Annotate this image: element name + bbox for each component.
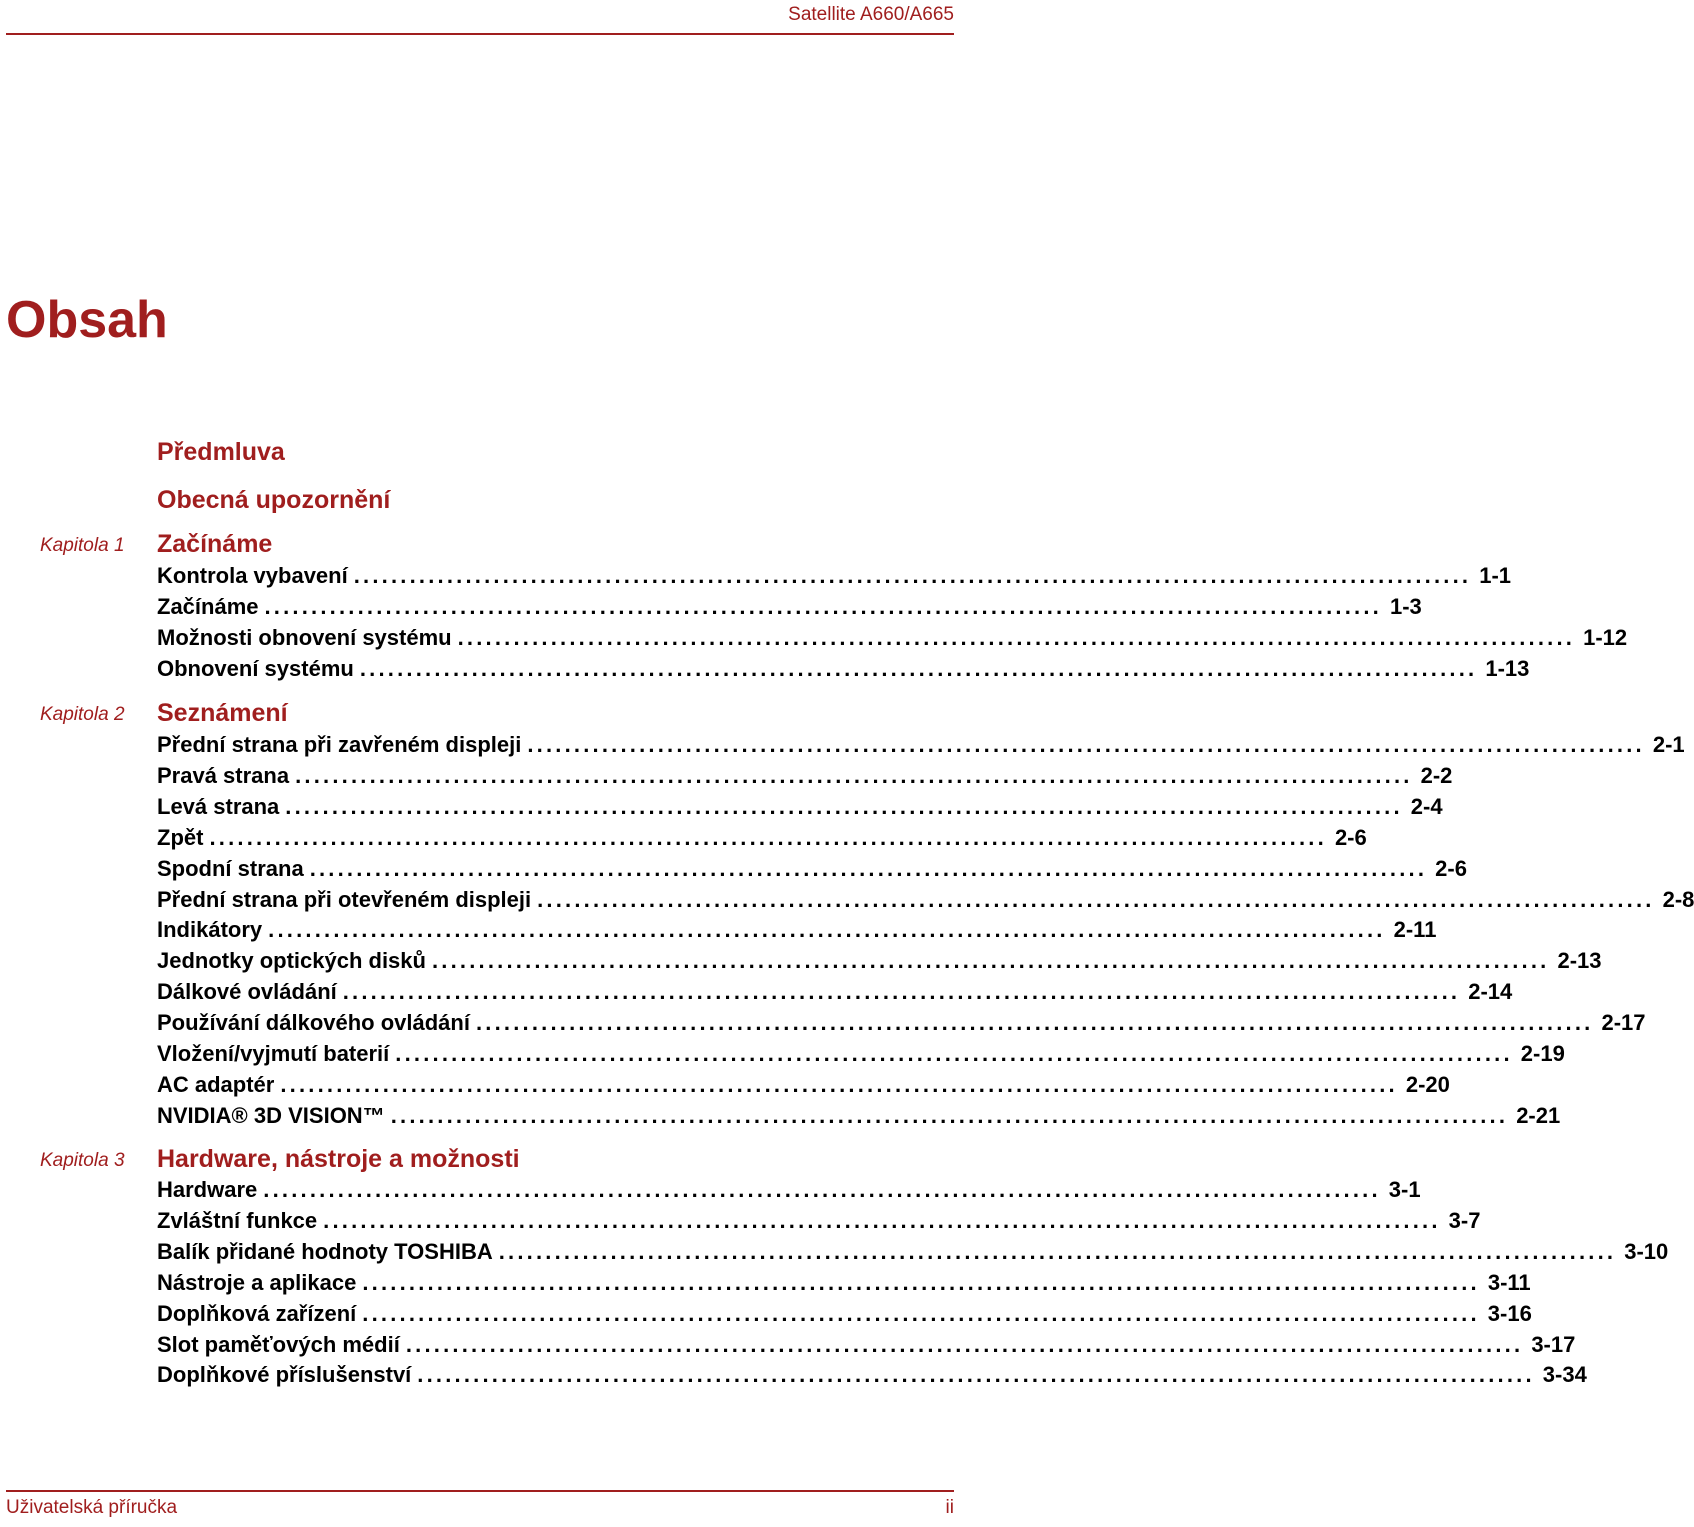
toc-entry-page-number: 1-13 bbox=[1485, 655, 1530, 681]
dot-leader: ........................................................................................................................ bbox=[431, 948, 1550, 974]
chapter-title[interactable]: Seznámení bbox=[157, 699, 288, 727]
toc-entry[interactable] bbox=[157, 948, 1602, 974]
toc-entry-label: Doplňková zařízení bbox=[157, 1300, 357, 1326]
toc-entry-page-number: 2-13 bbox=[1557, 948, 1602, 974]
toc-entry-page-number: 2-6 bbox=[1435, 855, 1467, 881]
dot-leader: ........................................................................................................................ bbox=[362, 1269, 1480, 1295]
toc-entry-label: Zpět bbox=[157, 824, 204, 850]
chapter-label: Kapitola 2 bbox=[40, 704, 125, 725]
toc-entry-label: Možnosti obnovení systému bbox=[157, 624, 452, 650]
toc-entry-page-number: 3-17 bbox=[1531, 1331, 1576, 1357]
toc-entry[interactable] bbox=[157, 1207, 1481, 1233]
chapter-label: Kapitola 3 bbox=[40, 1150, 125, 1171]
dot-leader: ........................................................................................................................ bbox=[537, 886, 1655, 912]
toc-entry-label: Balík přidané hodnoty TOSHIBA bbox=[157, 1238, 493, 1264]
toc-entry-page-number: 1-3 bbox=[1389, 593, 1422, 619]
running-header-title: Satellite A660/A665 bbox=[788, 4, 954, 25]
chapter-title[interactable]: Začínáme bbox=[157, 530, 273, 558]
toc-entry-label: Dálkové ovládání bbox=[157, 979, 337, 1005]
toc-entry-page-number: 2-21 bbox=[1516, 1102, 1561, 1128]
toc-entry[interactable] bbox=[157, 1041, 1565, 1066]
toc-entry[interactable] bbox=[157, 979, 1513, 1005]
toc-entry[interactable] bbox=[157, 624, 1628, 650]
toc-entry-page-number: 2-20 bbox=[1405, 1071, 1450, 1097]
dot-leader: ........................................................................................................................ bbox=[475, 1010, 1594, 1036]
dot-leader: ........................................................................................................................ bbox=[323, 1207, 1441, 1233]
toc-entry-label: Nástroje a aplikace bbox=[157, 1269, 357, 1295]
toc-entry-label: Zvláštní funkce bbox=[157, 1207, 318, 1233]
toc-entry-label: Slot paměťových médií bbox=[157, 1331, 400, 1357]
footer-manual-title: Uživatelská příručka bbox=[6, 1497, 178, 1518]
dot-leader: ........................................................................................................................ bbox=[342, 979, 1461, 1005]
dot-leader: ........................................................................................................................ bbox=[353, 563, 1472, 588]
toc-entry-page-number: 2-17 bbox=[1601, 1010, 1646, 1036]
toc-entry-page-number: 3-16 bbox=[1487, 1300, 1532, 1326]
dot-leader: ........................................................................................................................ bbox=[263, 1177, 1381, 1202]
toc-entry-label: Jednotky optických disků bbox=[157, 948, 426, 974]
toc-entry-label: Pravá strana bbox=[157, 762, 290, 788]
toc-entry[interactable] bbox=[157, 917, 1437, 943]
dot-leader: ........................................................................................................................ bbox=[264, 593, 1382, 619]
dot-leader: ........................................................................................................................ bbox=[209, 824, 1327, 850]
chapter-title[interactable]: Hardware, nástroje a možnosti bbox=[157, 1145, 520, 1173]
toc-entry-label: Spodní strana bbox=[157, 855, 304, 881]
toc-entry-page-number: 2-6 bbox=[1334, 824, 1367, 850]
dot-leader: ........................................................................................................................ bbox=[390, 1102, 1509, 1128]
toc-entry[interactable] bbox=[157, 732, 1685, 757]
toc-entry-page-number: 3-10 bbox=[1624, 1238, 1669, 1264]
toc-entry-page-number: 2-1 bbox=[1652, 732, 1685, 757]
toc-entry[interactable] bbox=[157, 1102, 1561, 1128]
toc-entry-page-number: 2-11 bbox=[1393, 917, 1437, 943]
dot-leader: ........................................................................................................................ bbox=[498, 1238, 1617, 1264]
dot-leader: ........................................................................................................................ bbox=[359, 655, 1478, 681]
toc-entry-page-number: 2-19 bbox=[1520, 1041, 1565, 1066]
toc-entry-label: Začínáme bbox=[157, 593, 259, 619]
dot-leader: ........................................................................................................................ bbox=[527, 732, 1645, 757]
toc-entry[interactable] bbox=[157, 824, 1367, 850]
toc-entry[interactable] bbox=[157, 793, 1443, 819]
toc-entry[interactable] bbox=[157, 1269, 1531, 1295]
toc-entry[interactable] bbox=[157, 1238, 1669, 1264]
toc-entry-page-number: 1-1 bbox=[1479, 563, 1511, 588]
toc-entry-label: NVIDIA® 3D VISION™ bbox=[157, 1102, 385, 1128]
toc-entry[interactable] bbox=[157, 1362, 1587, 1388]
dot-leader: ........................................................................................................................ bbox=[405, 1331, 1524, 1357]
toc-entry[interactable] bbox=[157, 563, 1511, 588]
dot-leader: ........................................................................................................................ bbox=[268, 917, 1386, 943]
page-title: Obsah bbox=[6, 291, 168, 349]
toc-entry-label: Kontrola vybavení bbox=[157, 563, 348, 588]
toc-entry-label: Přední strana při otevřeném displeji bbox=[157, 886, 532, 912]
toc-entry-page-number: 3-11 bbox=[1487, 1269, 1531, 1295]
toc-entry-page-number: 1-12 bbox=[1583, 624, 1628, 650]
toc-entry-page-number: 3-7 bbox=[1448, 1207, 1481, 1233]
toc-entry[interactable] bbox=[157, 1300, 1532, 1326]
toc-entry-label: AC adaptér bbox=[157, 1071, 275, 1097]
dot-leader: ........................................................................................................................ bbox=[457, 624, 1576, 650]
toc-entry-label: Levá strana bbox=[157, 793, 280, 819]
toc-entry-label: Vložení/vyjmutí baterií bbox=[157, 1041, 390, 1066]
front-matter-heading[interactable]: Obecná upozornění bbox=[157, 486, 391, 514]
toc-entry-label: Přední strana při zavřeném displeji bbox=[157, 732, 522, 757]
footer-rule bbox=[6, 1490, 954, 1492]
dot-leader: ........................................................................................................................ bbox=[280, 1071, 1398, 1097]
footer-page-number: ii bbox=[945, 1497, 954, 1518]
dot-leader: ........................................................................................................................ bbox=[395, 1041, 1513, 1066]
toc-entry-label: Indikátory bbox=[157, 917, 263, 943]
toc-entry[interactable] bbox=[157, 655, 1530, 681]
dot-leader: ........................................................................................................................ bbox=[309, 855, 1428, 881]
toc-entry-label: Obnovení systému bbox=[157, 655, 354, 681]
dot-leader: ........................................................................................................................ bbox=[295, 762, 1413, 788]
toc-entry-page-number: 3-1 bbox=[1388, 1177, 1421, 1202]
toc-entry-page-number: 2-14 bbox=[1468, 979, 1513, 1005]
dot-leader: ........................................................................................................................ bbox=[417, 1362, 1535, 1388]
toc-entry-label: Hardware bbox=[157, 1177, 258, 1202]
toc-entry[interactable] bbox=[157, 593, 1422, 619]
dot-leader: ........................................................................................................................ bbox=[362, 1300, 1480, 1326]
toc-entry[interactable] bbox=[157, 1177, 1421, 1202]
toc-entry-page-number: 3-34 bbox=[1542, 1362, 1587, 1388]
toc-entry-label: Používání dálkového ovládání bbox=[157, 1010, 470, 1036]
toc-entry[interactable] bbox=[157, 855, 1467, 881]
header-rule bbox=[6, 33, 954, 35]
toc-entry[interactable] bbox=[157, 1331, 1576, 1357]
chapter-label: Kapitola 1 bbox=[40, 535, 125, 556]
toc-entry-label: Doplňkové příslušenství bbox=[157, 1362, 412, 1388]
toc-entry-page-number: 2-4 bbox=[1410, 793, 1443, 819]
front-matter-heading[interactable]: Předmluva bbox=[157, 438, 285, 466]
toc-entry[interactable] bbox=[157, 762, 1453, 788]
toc-entry-page-number: 2-2 bbox=[1420, 762, 1453, 788]
toc-entry[interactable] bbox=[157, 1010, 1646, 1036]
toc-entry[interactable] bbox=[157, 886, 1694, 912]
toc-entry-page-number: 2-8 bbox=[1662, 886, 1694, 912]
toc-entry[interactable] bbox=[157, 1071, 1450, 1097]
dot-leader: ........................................................................................................................ bbox=[285, 793, 1403, 819]
